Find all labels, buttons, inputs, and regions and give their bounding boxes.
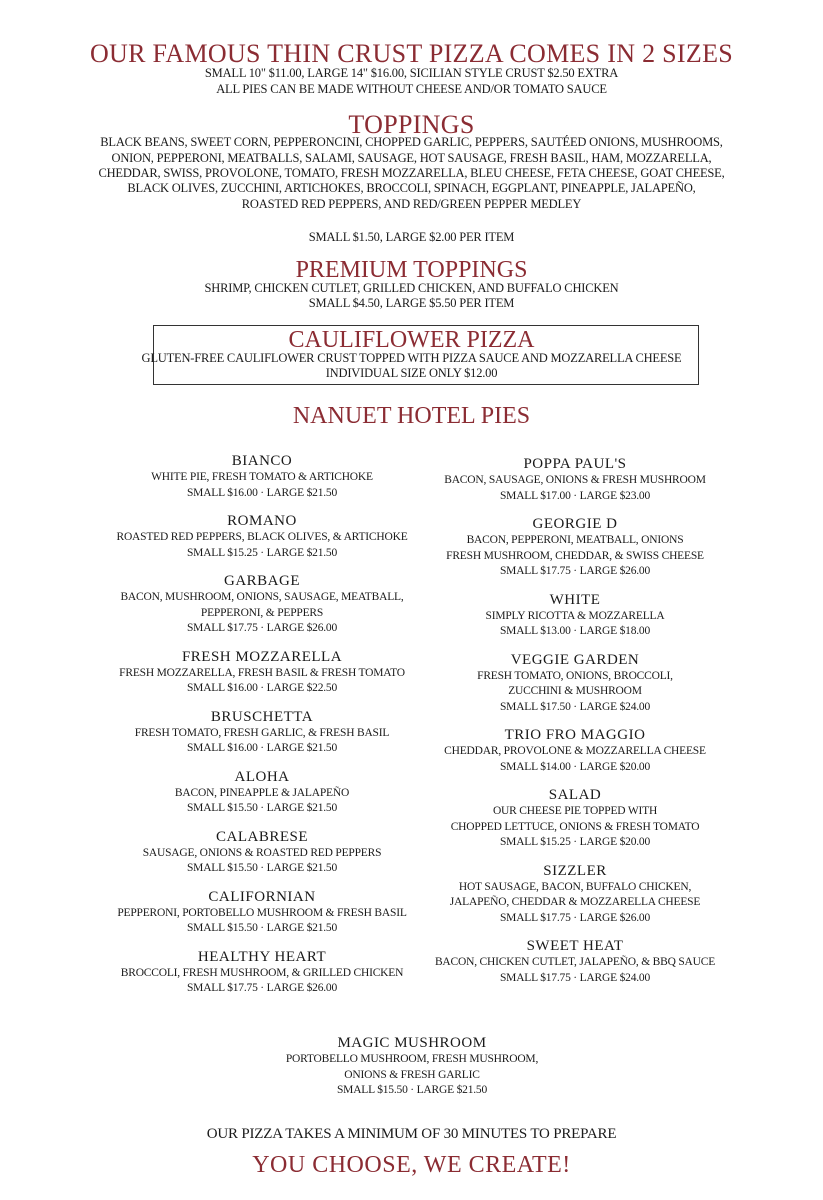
pie-item	[425, 652, 725, 716]
toppings-line-4: BLACK OLIVES, ZUCCHINI, ARTICHOKES, BROCCOLI, SPINACH, EGGPLANT, PINEAPPLE, JALAPEÑO,	[127, 181, 696, 195]
toppings-line-1: BLACK BEANS, SWEET CORN, PEPPERONCINI, CHOPPED GARLIC, PEPPERS, SAUTÉED ONIONS, MUSHROOMS,	[100, 135, 723, 149]
toppings-line-3: CHEDDAR, SWISS, PROVOLONE, TOMATO, FRESH MOZZARELLA, BLEU CHEESE, FETA CHEESE, GOAT CHEESE,	[98, 166, 725, 180]
pie-description: CHOPPED LETTUCE, ONIONS & FRESH TOMATO	[450, 820, 700, 833]
pie-description: OUR CHEESE PIE TOPPED WITH	[492, 805, 658, 817]
pie-name: TRIO FRO MAGGIO	[504, 727, 646, 743]
pie-price: SMALL $15.50 · LARGE $21.50	[336, 1084, 488, 1096]
pie-name: SIZZLER	[543, 862, 607, 879]
pie-item	[425, 787, 725, 851]
pie-price: SMALL $17.75 · LARGE $26.00	[186, 622, 338, 634]
pie-description: SIMPLY RICOTTA & MOZZARELLA	[485, 609, 665, 622]
pie-item	[262, 1035, 562, 1099]
pie-description: SAUSAGE, ONIONS & ROASTED RED PEPPERS	[142, 846, 382, 859]
pie-name: POPPA PAUL'S	[523, 456, 627, 472]
pie-price: SMALL $17.50 · LARGE $24.00	[499, 700, 651, 713]
cauliflower-line-1: GLUTEN-FREE CAULIFLOWER CRUST TOPPED WITH PIZZA SAUCE AND MOZZARELLA CHEESE	[141, 351, 682, 365]
pie-name: SALAD	[548, 787, 602, 803]
pie-item	[112, 573, 412, 637]
pie-description: FRESH TOMATO, ONIONS, BROCCOLI,	[477, 669, 673, 682]
toppings-price: SMALL $1.50, LARGE $2.00 PER ITEM	[308, 230, 515, 244]
pie-name: BIANCO	[231, 453, 293, 469]
pie-price: SMALL $17.75 · LARGE $24.00	[499, 971, 651, 984]
pie-price: SMALL $15.25 · LARGE $21.50	[186, 546, 338, 559]
pie-description: PEPPERONI, & PEPPERS	[200, 606, 324, 619]
left-pie-column	[112, 453, 412, 1009]
pie-description: BROCCOLI, FRESH MUSHROOM, & GRILLED CHICKEN	[120, 966, 404, 979]
pie-item	[112, 889, 412, 937]
pie-description: ZUCCHINI & MUSHROOM	[508, 685, 642, 697]
pie-name: HEALTHY HEART	[197, 948, 327, 965]
prep-time-note: OUR PIZZA TAKES A MINIMUM OF 30 MINUTES TO PREPARE	[206, 1126, 617, 1142]
pie-name: CALIFORNIAN	[208, 888, 316, 905]
pie-price: SMALL $15.50 · LARGE $21.50	[186, 922, 338, 934]
toppings-line-5: ROASTED RED PEPPERS, AND RED/GREEN PEPPER MEDLEY	[241, 197, 582, 211]
pie-description: PORTOBELLO MUSHROOM, FRESH MUSHROOM,	[285, 1053, 539, 1065]
pie-name: ROMANO	[227, 513, 297, 529]
pie-item	[112, 649, 412, 697]
center-pie	[262, 1035, 562, 1111]
pie-name: SWEET HEAT	[526, 938, 624, 954]
pie-description: ROASTED RED PEPPERS, BLACK OLIVES, & ARTICHOKE	[116, 531, 408, 543]
pie-description: BACON, SAUSAGE, ONIONS & FRESH MUSHROOM	[444, 474, 706, 486]
pie-description: PEPPERONI, PORTOBELLO MUSHROOM & FRESH BASIL	[117, 906, 407, 919]
pie-item	[425, 592, 725, 640]
pie-description: FRESH TOMATO, FRESH GARLIC, & FRESH BASIL	[134, 726, 390, 739]
pie-item	[112, 829, 412, 877]
pie-description: BACON, PEPPERONI, MEATBALL, ONIONS	[466, 534, 684, 546]
pie-description: BACON, MUSHROOM, ONIONS, SAUSAGE, MEATBALL,	[120, 591, 404, 603]
pie-description: FRESH MUSHROOM, CHEDDAR, & SWISS CHEESE	[446, 549, 704, 562]
pie-description: CHEDDAR, PROVOLONE & MOZZARELLA CHEESE	[444, 745, 706, 757]
tagline: YOU CHOOSE, WE CREATE!	[252, 1152, 571, 1178]
toppings-line-2: ONION, PEPPERONI, MEATBALLS, SALAMI, SAUSAGE, HOT SAUSAGE, FRESH BASIL, HAM, MOZZARELLA,	[111, 151, 712, 165]
pie-description: WHITE PIE, FRESH TOMATO & ARTICHOKE	[151, 471, 373, 483]
cauliflower-title: CAULIFLOWER PIZZA	[288, 327, 535, 353]
pie-price: SMALL $14.00 · LARGE $20.00	[499, 760, 651, 773]
premium-line-2: SMALL $4.50, LARGE $5.50 PER ITEM	[308, 296, 515, 310]
pie-price: SMALL $17.00 · LARGE $23.00	[499, 489, 651, 502]
pie-price: SMALL $17.75 · LARGE $26.00	[499, 565, 651, 577]
premium-line-1: SHRIMP, CHICKEN CUTLET, GRILLED CHICKEN, AND BUFFALO CHICKEN	[204, 281, 619, 295]
pie-description: BACON, CHICKEN CUTLET, JALAPEÑO, & BBQ SAUCE	[434, 956, 716, 968]
pie-description: FRESH MOZZARELLA, FRESH BASIL & FRESH TOMATO	[119, 666, 405, 679]
pie-price: SMALL $13.00 · LARGE $18.00	[499, 625, 651, 637]
pie-price: SMALL $16.00 · LARGE $21.50	[186, 486, 338, 499]
pie-item	[425, 727, 725, 775]
pie-name: GARBAGE	[223, 573, 300, 589]
pie-description: ONIONS & FRESH GARLIC	[344, 1068, 480, 1081]
pie-item	[112, 949, 412, 997]
pie-price: SMALL $15.50 · LARGE $21.50	[186, 802, 338, 814]
pie-item	[425, 456, 725, 504]
pie-item	[112, 513, 412, 561]
pie-name: ALOHA	[234, 768, 290, 785]
pie-price: SMALL $15.25 · LARGE $20.00	[499, 836, 651, 848]
pie-item	[425, 938, 725, 986]
pie-name: FRESH MOZZARELLA	[181, 648, 343, 665]
premium-title: PREMIUM TOPPINGS	[295, 257, 528, 283]
pie-name: MAGIC MUSHROOM	[337, 1035, 487, 1051]
toppings-title: TOPPINGS	[348, 110, 475, 139]
pie-name: BRUSCHETTA	[210, 708, 314, 725]
pie-description: HOT SAUSAGE, BACON, BUFFALO CHICKEN,	[458, 880, 692, 893]
pie-item	[425, 863, 725, 927]
pie-item	[425, 516, 725, 580]
pie-name: WHITE	[549, 591, 601, 608]
pie-price: SMALL $15.50 · LARGE $21.50	[186, 862, 338, 874]
pie-name: VEGGIE GARDEN	[510, 651, 640, 668]
cauliflower-line-2: INDIVIDUAL SIZE ONLY $12.00	[325, 366, 498, 380]
pie-description: JALAPEÑO, CHEDDAR & MOZZARELLA CHEESE	[449, 896, 701, 908]
pie-name: GEORGIE D	[532, 516, 618, 532]
pie-price: SMALL $16.00 · LARGE $21.50	[186, 742, 338, 754]
pie-name: CALABRESE	[215, 828, 308, 845]
pie-item	[112, 769, 412, 817]
pie-price: SMALL $16.00 · LARGE $22.50	[186, 682, 338, 694]
pie-description: BACON, PINEAPPLE & JALAPEÑO	[174, 786, 350, 799]
pie-price: SMALL $17.75 · LARGE $26.00	[186, 982, 338, 994]
sizes-line: SMALL 10" $11.00, LARGE 14" $16.00, SICILIAN STYLE CRUST $2.50 EXTRA	[204, 66, 619, 80]
main-title: OUR FAMOUS THIN CRUST PIZZA COMES IN 2 SIZES	[89, 39, 734, 68]
hotel-pies-title: NANUET HOTEL PIES	[292, 403, 531, 429]
pie-price: SMALL $17.75 · LARGE $26.00	[499, 911, 651, 924]
options-line: ALL PIES CAN BE MADE WITHOUT CHEESE AND/OR TOMATO SAUCE	[216, 82, 607, 96]
pie-item	[112, 453, 412, 501]
right-pie-column	[425, 456, 725, 998]
pie-item	[112, 709, 412, 757]
